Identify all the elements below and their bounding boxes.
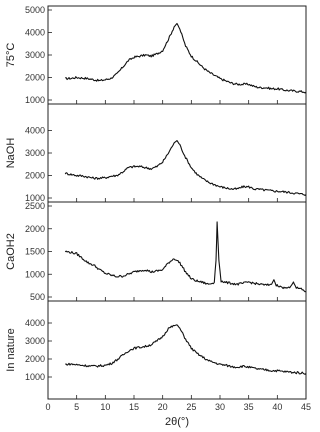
y-tick-label: 1000	[24, 269, 45, 280]
y-tick-label: 3000	[24, 148, 45, 158]
y-tick-label: 4000	[24, 318, 45, 328]
panel-frame	[48, 6, 306, 104]
y-tick-label: 1500	[24, 246, 45, 257]
y-tick-label: 2000	[24, 223, 45, 234]
x-axis-label: 2θ(°)	[165, 416, 189, 428]
y-tick-label: 3000	[24, 50, 45, 60]
panel-2	[5, 201, 306, 302]
x-tick-label: 25	[186, 402, 197, 412]
y-tick-label: 1000	[24, 372, 45, 382]
y-tick-label: 500	[29, 292, 45, 302]
x-tick-label: 35	[243, 402, 254, 412]
panel-0	[5, 5, 306, 105]
panel-ylabel: In nature	[5, 328, 17, 372]
y-tick-label: 4000	[24, 27, 45, 38]
y-tick-label: 1000	[24, 193, 45, 203]
x-tick-label: 15	[128, 402, 140, 412]
panel-1	[5, 104, 306, 203]
y-tick-label: 2500	[24, 201, 45, 211]
series-line	[65, 141, 306, 196]
y-tick-label: 2000	[24, 170, 45, 181]
panel-frame	[48, 301, 306, 399]
panel-frame	[48, 104, 306, 202]
x-tick-label: 10	[100, 402, 111, 412]
series-line	[65, 325, 306, 375]
panel-ylabel: 75°C	[5, 42, 17, 68]
panel-frame	[48, 202, 306, 301]
y-tick-label: 2000	[24, 354, 45, 364]
panel-ylabel: CaOH2	[5, 233, 17, 270]
x-tick-label: 30	[214, 402, 226, 412]
panel-ylabel: NaOH	[5, 137, 17, 169]
x-tick-label: 20	[157, 402, 168, 412]
series-line	[65, 222, 306, 292]
x-tick-label: 0	[45, 402, 51, 412]
y-tick-label: 5000	[24, 5, 45, 15]
y-tick-label: 2000	[24, 72, 45, 83]
panel-3	[5, 301, 306, 399]
x-tick-label: 45	[300, 402, 311, 412]
series-line	[65, 24, 306, 93]
x-tick-label: 40	[272, 402, 283, 412]
x-tick-label: 5	[74, 402, 80, 412]
y-tick-label: 1000	[24, 95, 45, 105]
y-tick-label: 4000	[24, 125, 45, 136]
y-tick-label: 3000	[24, 336, 45, 346]
